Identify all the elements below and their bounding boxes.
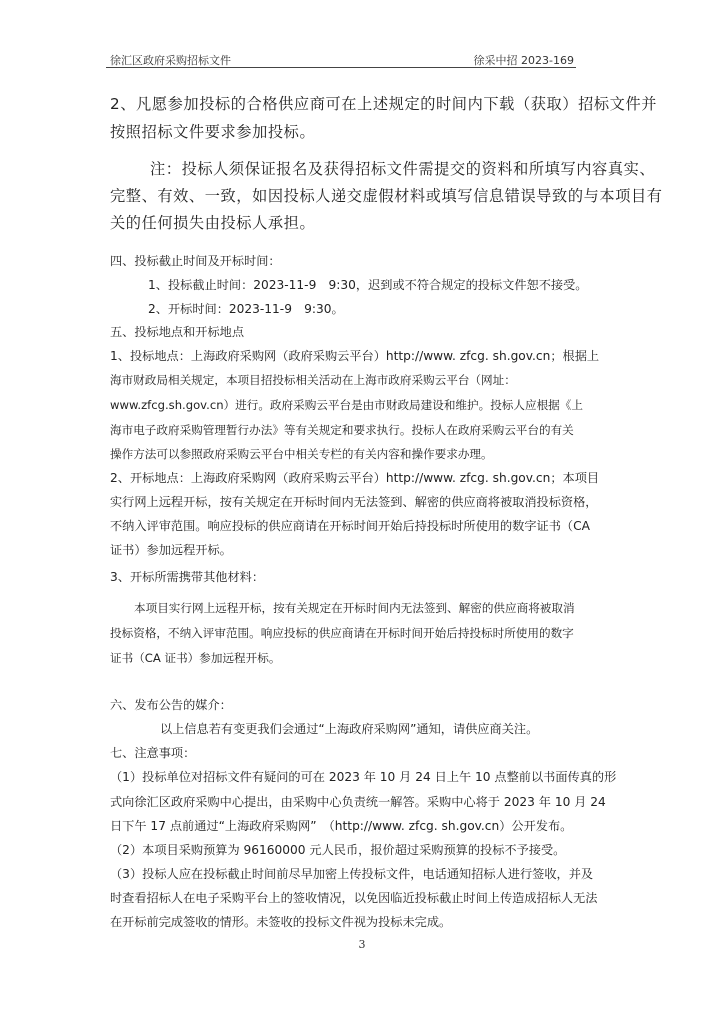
header-doc-title: 徐汇区政府采购招标文件 [110,54,231,67]
para2-line-2: 按照招标文件要求参加投标。 [110,123,316,141]
section4-title: 四、投标截止时间及开标时间： [110,254,281,268]
item1-line-1: （1）投标单位对招标文件有疑问的可在 2023 年 10 月 24 日上午 10 点整前以书面传真的形 [110,770,617,784]
section7-title: 七、注意事项： [110,746,196,760]
para2-line-1: 2、凡愿参加投标的合格供应商可在上述规定的时间内下载（获取）招标文件并 [110,95,658,113]
materials-line-2: 投标资格，不纳入评审范围。响应投标的供应商请在开标时间开始后持投标时所使用的数字 [110,626,574,640]
section6-title: 六、发布公告的媒介： [110,698,232,712]
item3-line-2: 时查看招标人在电子采购平台上的签收情况，以免因临近投标截止时间上传造成招标人无法 [110,891,598,905]
header-divider [106,67,576,68]
item1-line-3: 日下午 17 点前通过“上海政府采购网” （http://www. zfcg. sh.gov.cn）公开发布。 [110,819,573,833]
header-doc-number: 徐采中招 2023-169 [473,54,574,67]
item2-line: （2）本项目采购预算为 96160000 元人民币，报价超过采购预算的投标不予接受。 [110,843,566,857]
place2-line-1: 2、开标地点：上海政府采购网（政府采购云平台）http://www. zfcg. sh.gov.cn；本项目 [110,471,600,485]
place1-line-3: www.zfcg.sh.gov.cn）进行。政府采购云平台是由市财政局建设和维护。投标人应根据《上 [110,398,583,412]
materials-line-3: 证书（CA 证书）参加远程开标。 [110,651,281,665]
section6-text: 以上信息若有变更我们会通过“上海政府采购网”通知，请供应商关注。 [160,722,539,736]
item3-line-3: 在开标前完成签收的情形。未签收的投标文件视为投标未完成。 [110,915,452,929]
materials-line-1: 本项目实行网上远程开标，按有关规定在开标时间内无法签到、解密的供应商将被取消 [134,601,575,615]
place2-line-3: 不纳入评审范围。响应投标的供应商请在开标时间开始后持投标时所使用的数字证书（CA [110,519,590,533]
note-line-1: 注：投标人须保证报名及获得招标文件需提交的资料和所填写内容真实、 [150,160,656,178]
place2-line-4: 证书）参加远程开标。 [110,543,232,557]
section4-item-1: 1、投标截止时间：2023-11-9 9:30，迟到或不符合规定的投标文件恕不接受。 [148,278,588,292]
note-line-2: 完整、有效、一致，如因投标人递交虚假材料或填写信息错误导致的与本项目有 [110,187,663,205]
place1-line-2: 海市财政局相关规定，本项目招投标相关活动在上海市政府采购云平台（网址： [110,373,516,387]
page-number: 3 [358,938,366,951]
place1-line-4: 海市电子政府采购管理暂行办法》等有关规定和要求执行。投标人在政府采购云平台的有关 [110,423,574,437]
section5-title: 五、投标地点和开标地点 [110,325,245,339]
note-line-3: 关的任何损失由投标人承担。 [110,214,316,232]
item1-line-2: 式向徐汇区政府采购中心提出，由采购中心负责统一解答。采购中心将于 2023 年 10 月 24 [110,795,606,809]
place2-line-2: 实行网上远程开标，按有关规定在开标时间内无法签到、解密的供应商将被取消投标资格， [110,495,598,509]
materials-title: 3、开标所需携带其他材料： [110,570,265,584]
item3-line-1: （3）投标人应在投标截止时间前尽早加密上传投标文件，电话通知招标人进行签收，并及 [110,867,594,881]
place1-line-1: 1、投标地点：上海政府采购网（政府采购云平台）http://www. zfcg. sh.gov.cn；根据上 [110,349,600,363]
place1-line-5: 操作方法可以参照政府采购云平台中相关专栏的有关内容和操作要求办理。 [110,447,493,461]
page-header [106,50,574,68]
section4-item-2: 2、开标时间：2023-11-9 9:30。 [148,302,344,316]
